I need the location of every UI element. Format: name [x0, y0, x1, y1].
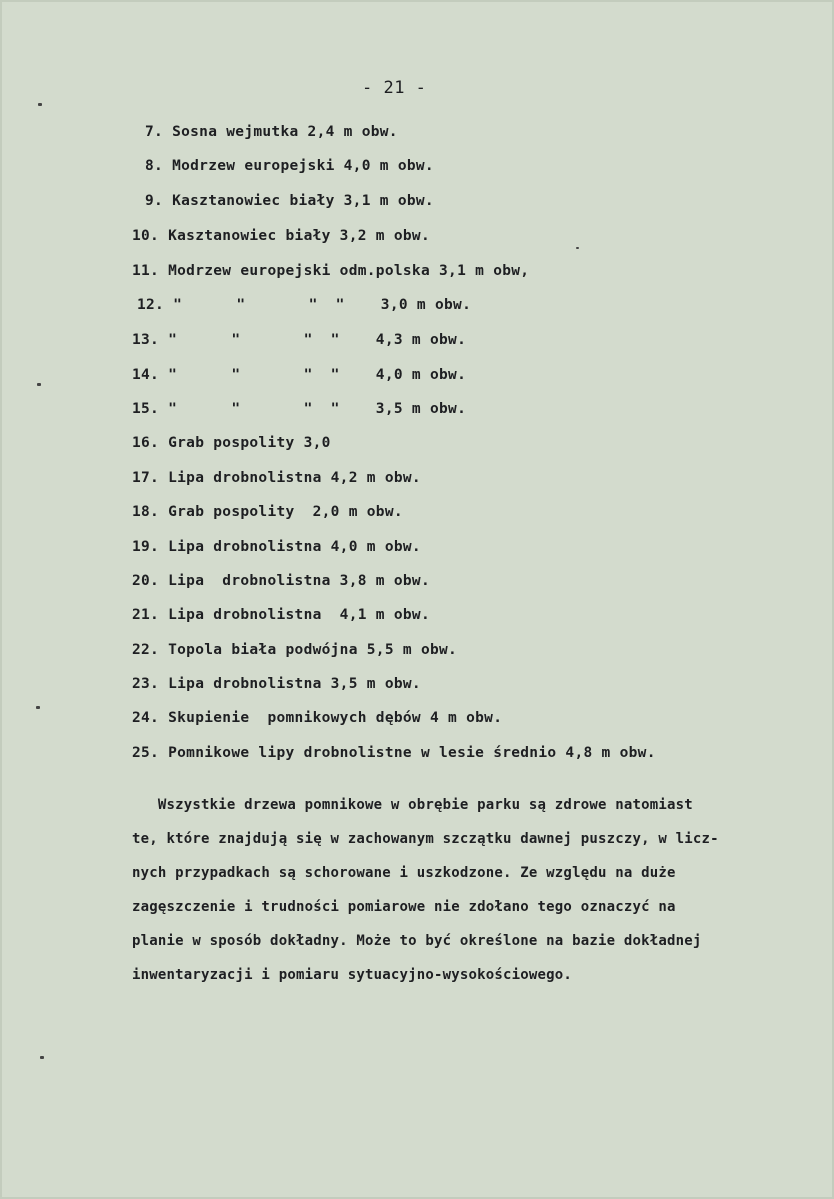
list-item: 7. Sosna wejmutka 2,4 m obw.	[145, 124, 398, 140]
scan-mark	[40, 1056, 44, 1059]
list-item: 16. Grab pospolity 3,0	[132, 435, 331, 451]
list-item: 12. " " " " 3,0 m obw.	[137, 297, 472, 313]
list-item: 22. Topola biała podwójna 5,5 m obw.	[132, 642, 458, 658]
paragraph-line: te, które znajdują się w zachowanym szczątku dawnej puszczy, w licz-	[132, 831, 719, 847]
paragraph-line: inwentaryzacji i pomiaru sytuacyjno-wysokościowego.	[132, 967, 573, 983]
scan-mark	[36, 706, 40, 709]
list-item: 9. Kasztanowiec biały 3,1 m obw.	[145, 193, 434, 209]
paragraph-line: planie w sposób dokładny. Może to być określone na bazie dokładnej	[132, 933, 702, 949]
list-item: 25. Pomnikowe lipy drobnolistne w lesie średnio 4,8 m obw.	[132, 745, 656, 761]
page-number: - 21 -	[362, 78, 427, 98]
paragraph-line: nych przypadkach są schorowane i uszkodzone. Ze względu na duże	[132, 865, 676, 881]
list-item: 19. Lipa drobnolistna 4,0 m obw.	[132, 539, 421, 555]
list-item: 21. Lipa drobnolistna 4,1 m obw.	[132, 607, 430, 623]
list-item: 20. Lipa drobnolistna 3,8 m obw.	[132, 573, 430, 589]
list-item: 18. Grab pospolity 2,0 m obw.	[132, 504, 403, 520]
scan-mark	[38, 103, 42, 106]
list-item: 8. Modrzew europejski 4,0 m obw.	[145, 158, 434, 174]
list-item: 17. Lipa drobnolistna 4,2 m obw.	[132, 470, 421, 486]
list-item: 10. Kasztanowiec biały 3,2 m obw.	[132, 228, 430, 244]
scan-mark	[37, 383, 41, 386]
list-item: 14. " " " " 4,0 m obw.	[132, 367, 467, 383]
list-item: 13. " " " " 4,3 m obw.	[132, 332, 467, 348]
scan-mark	[576, 247, 579, 249]
list-item: 15. " " " " 3,5 m obw.	[132, 401, 467, 417]
paragraph-line: zagęszczenie i trudności pomiarowe nie zdołano tego oznaczyć na	[132, 899, 676, 915]
list-item: 11. Modrzew europejski odm.polska 3,1 m obw,	[132, 263, 530, 279]
paragraph-line: Wszystkie drzewa pomnikowe w obrębie parku są zdrowe natomiast	[132, 797, 693, 813]
list-item: 24. Skupienie pomnikowych dębów 4 m obw.	[132, 710, 503, 726]
list-item: 23. Lipa drobnolistna 3,5 m obw.	[132, 676, 421, 692]
